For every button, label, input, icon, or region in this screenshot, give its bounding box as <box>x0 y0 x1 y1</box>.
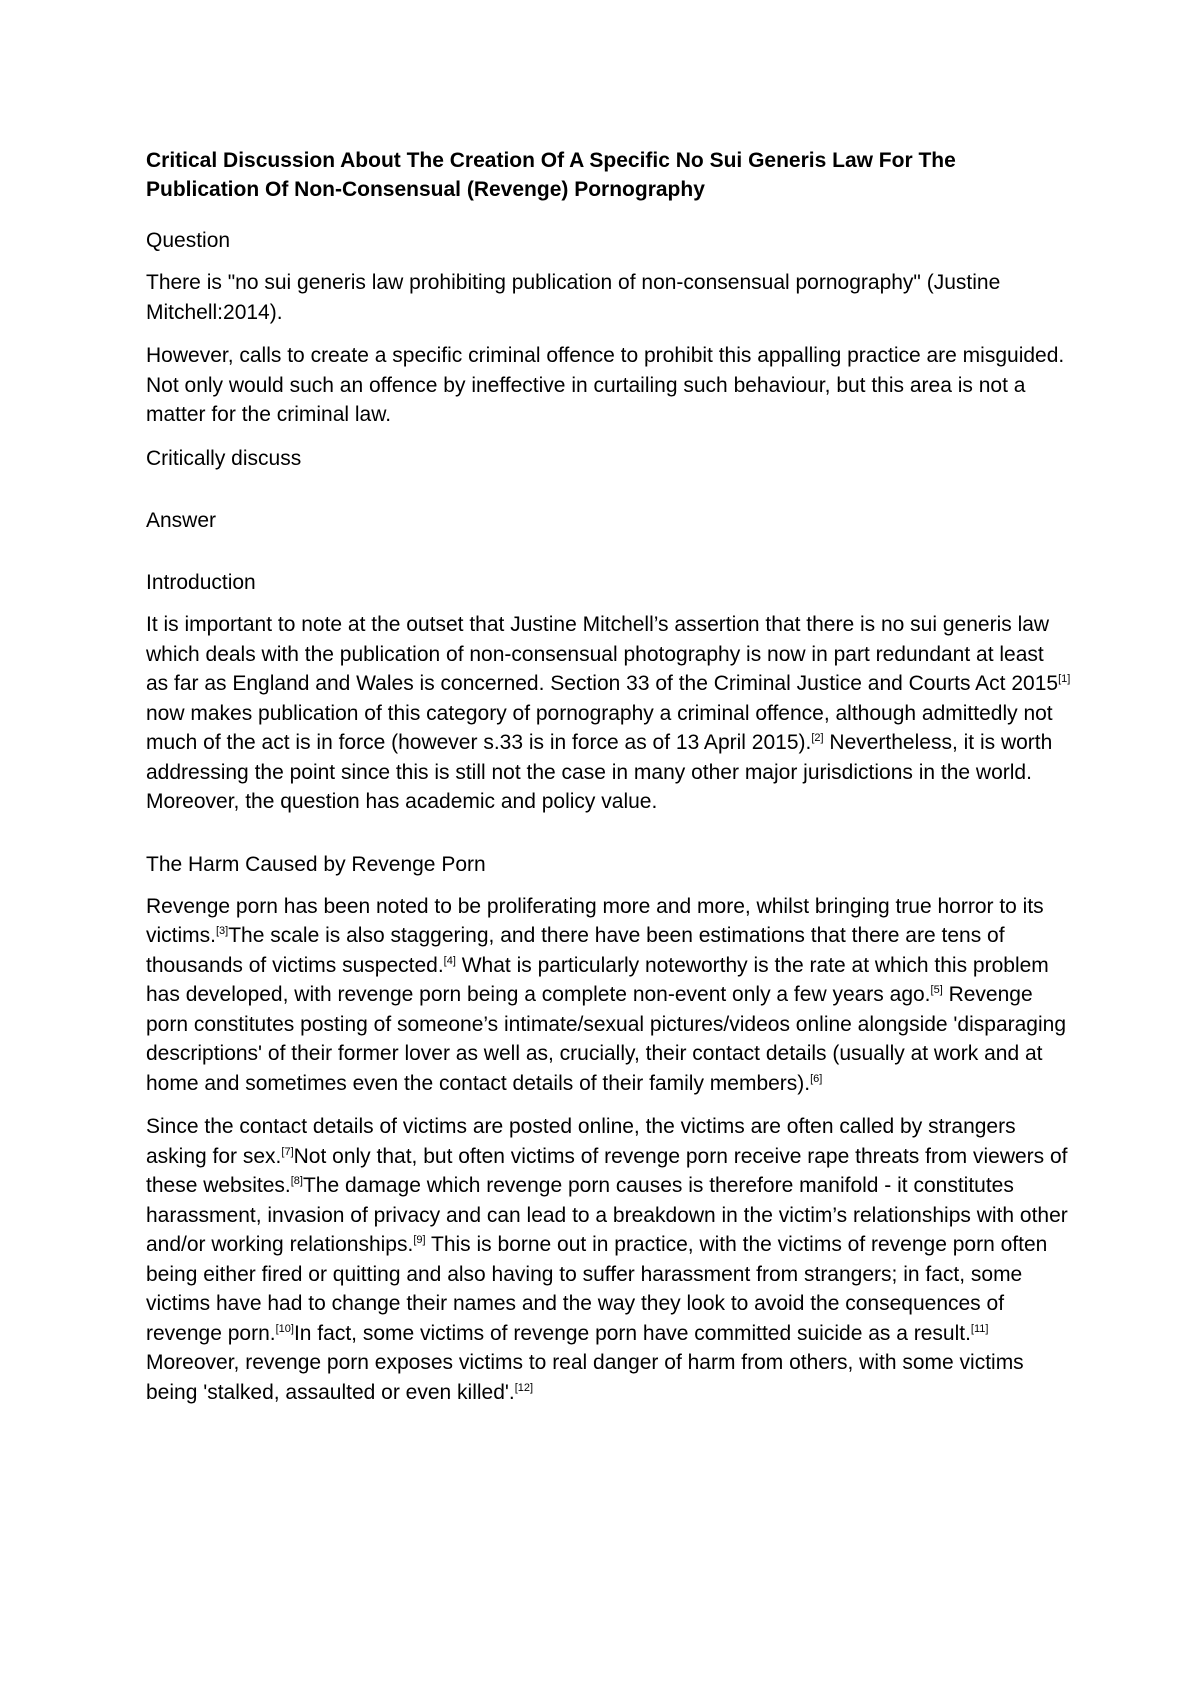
document-body <box>146 146 1071 1421</box>
text-run: In fact, some victims of revenge porn have committed suicide as a result. <box>293 1321 971 1345</box>
text-run: What is particularly noteworthy is the rate at which this problem has developed, with revenge porn being a complete non-event only a few years ago. <box>146 953 1049 1006</box>
question-paragraph-1: There is "no sui generis law prohibiting publication of non-consensual pornography" (Justine Mitchell:2014). <box>146 271 1001 324</box>
document-title: Critical Discussion About The Creation Of A Specific No Sui Generis Law For The Publication Of Non-Consensual (Revenge) Pornography <box>146 149 956 201</box>
text-run: Revenge porn constitutes posting of someone’s intimate/sexual pictures/videos online alongside 'disparaging descriptions' of their former lover as well as, crucially, their contact details (usually at work and at home and sometimes even the contact details of their family members). <box>146 983 1067 1095</box>
footnote-ref[interactable]: [8] <box>290 1175 303 1187</box>
text-run: This is borne out in practice, with the victims of revenge porn often being either fired or quitting and also having to suffer harassment from strangers; in fact, some victims have had to change their names and the way they look to avoid the consequences of revenge porn. <box>146 1233 1048 1345</box>
footnote-ref[interactable]: [1] <box>1058 673 1071 685</box>
footnote-ref[interactable]: [2] <box>811 732 824 744</box>
text-run: The scale is also staggering, and there have been estimations that there are tens of thousands of victims suspected. <box>146 924 1005 977</box>
introduction-heading: Introduction <box>146 571 256 594</box>
footnote-ref[interactable]: [7] <box>281 1145 294 1158</box>
answer-heading: Answer <box>146 509 217 532</box>
text-run: now makes publication of this category of pornography a criminal offence, although admittedly not much of the act is in force (however s.33 is in force as of 13 April 2015). <box>146 701 1053 754</box>
question-heading: Question <box>146 229 231 252</box>
footnote-ref[interactable]: [3] <box>216 925 229 937</box>
text-run: Not only that, but often victims of revenge porn receive rape threats from viewers of these websites. <box>146 1144 1068 1197</box>
text-run: Moreover, revenge porn exposes victims to real danger of harm from others, with some victims being 'stalked, assaulted or even killed'. <box>146 1351 1024 1404</box>
text-run: Revenge porn has been noted to be proliferating more and more, whilst bringing true horror to its victims. <box>146 894 1044 947</box>
harm-heading: The Harm Caused by Revenge Porn <box>146 852 486 876</box>
text-run: Since the contact details of victims are posted online, the victims are often called by strangers asking for sex. <box>146 1115 1016 1168</box>
footnote-ref[interactable]: [4] <box>443 954 456 967</box>
question-paragraph-3: Critically discuss <box>146 446 302 470</box>
footnote-ref[interactable]: [5] <box>930 984 943 996</box>
text-run: Nevertheless, it is worth addressing the point since this is still not the case in many other major jurisdictions in the world. Moreover, the question has academic and policy value. <box>146 731 1053 813</box>
footnote-ref[interactable]: [9] <box>413 1234 426 1246</box>
text-run: The damage which revenge porn causes is therefore manifold - it constitutes harassment, invasion of privacy and can lead to a breakdown in the victim’s relationships with other and/or working relationships. <box>146 1174 1068 1256</box>
footnote-ref[interactable]: [10] <box>275 1322 294 1335</box>
harm-paragraph-2 <box>146 1112 1071 1407</box>
footnote-ref[interactable]: [12] <box>514 1381 534 1394</box>
harm-paragraph-1 <box>146 892 1071 1099</box>
footnote-ref[interactable]: [6] <box>810 1072 823 1085</box>
footnote-ref[interactable]: [11] <box>970 1322 989 1335</box>
question-paragraph-2: However, calls to create a specific criminal offence to prohibit this appalling practice are misguided. Not only would such an offence by ineffective in curtailing such behaviour, but this area is not a matter for the criminal law. <box>146 344 1065 426</box>
text-run: It is important to note at the outset that Justine Mitchell’s assertion that there is no sui generis law which deals with the publication of non-consensual photography is now in part redundant at least as far as England and Wales is concerned. Section 33 of the Criminal Justice and Courts Act 2015 <box>146 613 1059 695</box>
introduction-paragraph <box>146 610 1071 817</box>
